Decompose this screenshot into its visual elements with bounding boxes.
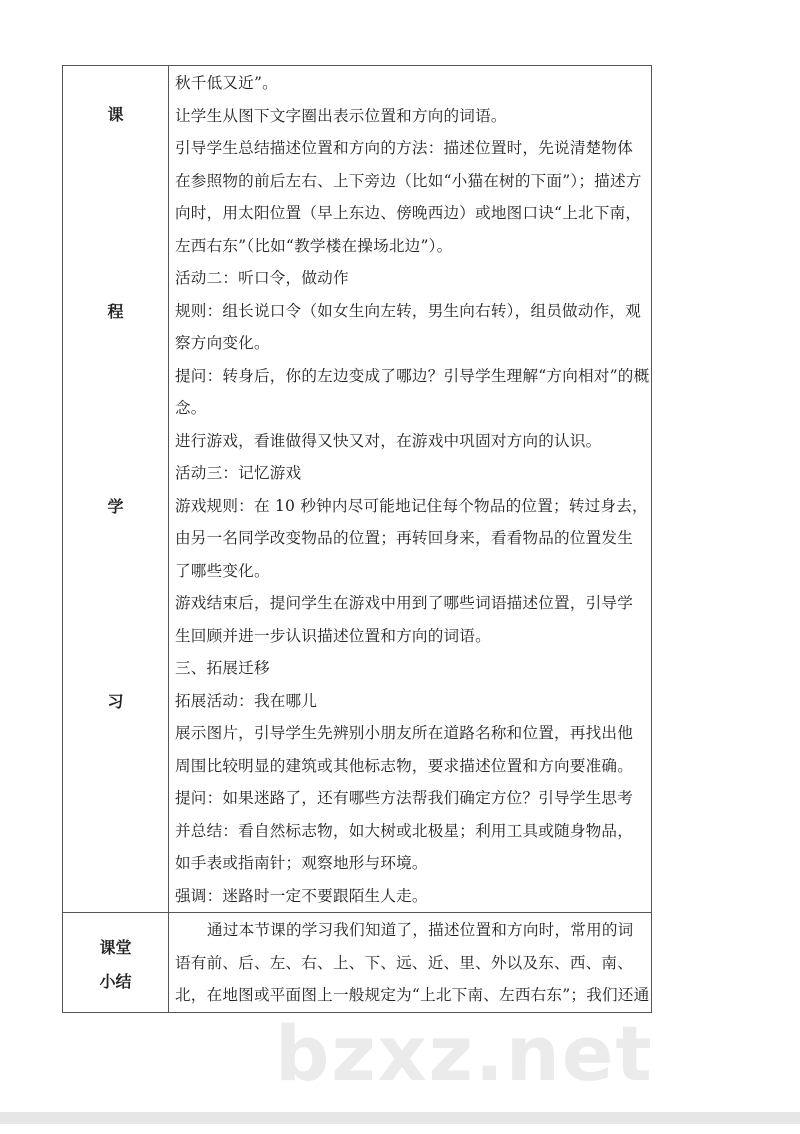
summary-label: 小结 — [99, 972, 132, 991]
text-line: 周围比较明显的建筑或其他标志物，要求描述位置和方向要准确。 — [175, 756, 634, 775]
summary-label-cell — [63, 913, 169, 1013]
text-line: 语有前、后、左、右、上、下、远、近、里、外以及东、西、南、 — [175, 953, 634, 972]
lesson-table — [62, 65, 652, 1013]
text-line: 北，在地图或平面图上一般规定为“上北下南、左西右东”；我们还通 — [175, 986, 650, 1004]
text-line: 引导学生总结描述位置和方向的方法：描述位置时，先说清楚物体 — [175, 139, 634, 157]
text-line: 提问：如果迷路了，还有哪些方法帮我们确定方位？引导学生思考 — [175, 789, 634, 807]
text-line: 游戏结束后，提问学生在游戏中用到了哪些词语描述位置，引导学 — [175, 594, 634, 612]
text-line: 如手表或指南针；观察地形与环境。 — [175, 854, 428, 872]
text-line: 展示图片，引导学生先辨别小朋友所在道路名称和位置，再找出他 — [175, 724, 634, 742]
text-line: 让学生从图下文字圈出表示位置和方向的词语。 — [175, 106, 507, 125]
next-page — [0, 1124, 800, 1134]
label-char: 学 — [107, 497, 124, 516]
text-line: 进行游戏，看谁做得又快又对，在游戏中巩固对方向的认识。 — [175, 431, 602, 450]
text-line: 念。 — [175, 399, 207, 417]
watermark: bzxz.net — [275, 1009, 654, 1098]
process-content-cell — [169, 66, 652, 913]
process-row — [63, 66, 652, 913]
text-line: 提问：转身后，你的左边变成了哪边？引导学生理解“方向相对”的概 — [175, 366, 650, 385]
text-line: 三、拓展迁移 — [175, 659, 270, 677]
label-char: 习 — [107, 692, 124, 711]
summary-label: 课堂 — [99, 938, 132, 957]
text-line: 向时，用太阳位置（早上东边、傍晚西边）或地图口诀“上北下南， — [175, 204, 642, 222]
label-char: 课 — [107, 105, 124, 124]
text-line: 秋千低又近”。 — [175, 74, 278, 92]
text-line: 并总结：看自然标志物，如大树或北极星；利用工具或随身物品， — [175, 821, 634, 840]
text-line: 了哪些变化。 — [175, 561, 270, 580]
text-line: 活动三：记忆游戏 — [175, 464, 302, 482]
text-line: 游戏规则：在 10 秒钟内尽可能地记住每个物品的位置；转过身去， — [175, 496, 648, 515]
text-line: 强调：迷路时一定不要跟陌生人走。 — [175, 886, 428, 905]
page-gap — [0, 1112, 800, 1124]
text-line: 察方向变化。 — [175, 334, 270, 352]
text-line: 生回顾并进一步认识描述位置和方向的词语。 — [175, 626, 491, 645]
text-line: 左西右东”（比如“教学楼在操场北边”）。 — [175, 236, 453, 255]
label-char: 程 — [107, 302, 124, 321]
text-line: 拓展活动：我在哪儿 — [175, 691, 318, 710]
text-line: 在参照物的前后左右、上下旁边（比如“小猫在树的下面”）；描述方 — [175, 171, 642, 190]
summary-row — [63, 913, 652, 1013]
process-label-cell — [63, 66, 169, 913]
summary-content-cell — [169, 913, 652, 1013]
text-line: 通过本节课的学习我们知道了，描述位置和方向时，常用的词 — [207, 921, 634, 939]
text-line: 由另一名同学改变物品的位置；再转回身来，看看物品的位置发生 — [175, 529, 634, 547]
text-line: 规则：组长说口令（如女生向左转，男生向右转），组员做动作，观 — [175, 301, 642, 320]
text-line: 活动二：听口令，做动作 — [175, 269, 349, 287]
